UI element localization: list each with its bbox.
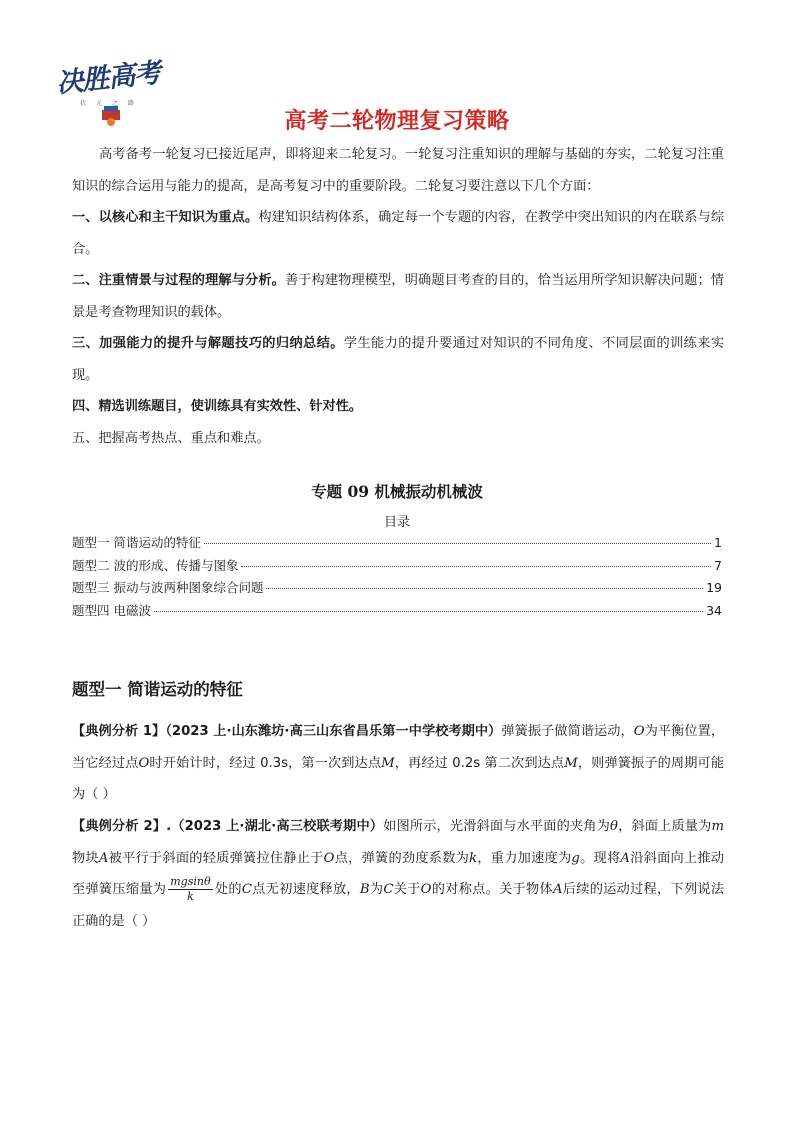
example-2-text: 如图所示，光滑斜面与水平面的夹角为 (383, 819, 610, 834)
example-2-text: 物块 (72, 850, 99, 866)
toc-item-2[interactable] (72, 556, 722, 579)
example-2-tag: 【典例分析 2】. (72, 819, 172, 834)
toc-heading: 目录 (383, 515, 410, 530)
symbol-g: g (571, 850, 580, 866)
symbol-O: O (633, 724, 645, 739)
example-2-text: 的对称点。关于物体 (431, 882, 553, 897)
example-2 (72, 811, 724, 937)
point-2 (72, 265, 724, 328)
example-1-text: ，则弹簧振子的周期可能为（ ） (72, 755, 725, 802)
page-title: 高考二轮物理复习策略 (284, 109, 510, 134)
toc-leader-dots (266, 588, 703, 589)
example-2-text: 为 (369, 882, 384, 897)
toc-item-1[interactable] (72, 533, 722, 556)
symbol-k: k (469, 850, 478, 866)
logo-sub-text: 状元之路 (79, 100, 144, 107)
example-1-text: 时开始计时，经过 0.3s，第一次到达点 (149, 755, 382, 771)
toc-item-label[interactable]: 题型二 波的形成、传播与图象 (72, 557, 239, 573)
toc-item-label[interactable]: 题型一 简谐运动的特征 (72, 535, 201, 550)
example-1-text: 为平衡位置，当它经过点 (72, 724, 725, 771)
example-2-text: 关于 (393, 882, 421, 897)
symbol-theta: θ (609, 819, 618, 834)
toc-item-4[interactable] (72, 601, 722, 624)
symbol-m: m (711, 819, 724, 834)
toc-item-page[interactable]: 19 (706, 580, 722, 595)
fraction-denominator: k (187, 889, 194, 903)
symbol-M: M (381, 755, 395, 771)
point-4 (72, 391, 724, 423)
point-3-text: 学生能力的提升要通过对知识的不同角度、不同层面的训练来实现。 (72, 336, 725, 383)
symbol-M: M (564, 755, 578, 771)
symbol-A: A (98, 850, 109, 866)
symbol-O: O (138, 755, 150, 771)
point-1-bold: 一、以核心和主干知识为重点。 (72, 210, 259, 225)
example-1-tag: 【典例分析 1】 (72, 724, 166, 739)
example-1-text: ，再经过 0.2s 第二次到达点 (394, 755, 565, 771)
example-2-text: 处的 (214, 882, 242, 897)
example-2-text: ，重力加速度为 (477, 850, 572, 866)
point-3-bold: 三、加强能力的提升与解题技巧的归纳总结。 (72, 336, 344, 351)
symbol-A: A (552, 882, 563, 897)
symbol-C: C (241, 882, 252, 897)
toc-item-label[interactable]: 题型四 电磁波 (72, 602, 151, 618)
toc-item-page[interactable]: 34 (706, 602, 722, 618)
fraction-numerator: mgsinθ (170, 874, 211, 888)
point-3 (72, 328, 724, 391)
toc-leader-dots (204, 543, 711, 544)
point-1-text: 构建知识结构体系，确定每一个专题的内容，在教学中突出知识的内在联系与综合。 (72, 210, 725, 257)
symbol-O: O (420, 882, 432, 897)
toc-item-3[interactable] (72, 578, 722, 601)
table-of-contents (72, 533, 722, 623)
toc-item-page[interactable]: 1 (714, 535, 722, 550)
example-2-source: （2023 上·湖北·高三校联考期中） (171, 819, 384, 834)
topic-title: 专题 09 机械振动机械波 (311, 482, 483, 501)
toc-leader-dots (241, 566, 711, 567)
point-5-text: 五、把握高考热点、重点和难点。 (72, 431, 270, 446)
example-2-text: 被平行于斜面的轻质弹簧拉住静止于 (108, 850, 324, 866)
fraction (168, 875, 212, 904)
example-2-text: 。现将 (579, 850, 621, 866)
point-5 (72, 423, 724, 455)
intro-paragraph: 高考备考一轮复习已接近尾声，即将迎来二轮复习。一轮复习注重知识的理解与基础的夯实，二轮复习注重知识的综合运用与能力的提高，是高考复习中的重要阶段。二轮复习要注意以下几个方面： (72, 147, 724, 194)
example-2-text: 点，弹簧的劲度系数为 (334, 850, 470, 866)
example-2-text: 沿斜面向上推动至弹簧压缩量为 (72, 850, 725, 897)
example-1-text: 弹簧振子做简谐运动， (501, 724, 634, 739)
example-1 (72, 716, 724, 811)
point-1 (72, 202, 724, 265)
toc-leader-dots (154, 611, 703, 612)
toc-item-label[interactable]: 题型三 振动与波两种图象综合问题 (72, 580, 264, 595)
example-2-text: ，斜面上质量为 (617, 819, 712, 834)
symbol-O: O (323, 850, 335, 866)
symbol-B: B (359, 882, 370, 897)
point-2-bold: 二、注重情景与过程的理解与分析。 (72, 273, 285, 288)
example-1-source: （2023 上·山东潍坊·高三山东省昌乐第一中学校考期中） (165, 724, 502, 739)
logo-text: 决胜高考 (54, 57, 162, 100)
symbol-A: A (620, 850, 630, 866)
point-2-text: 善于构建物理模型，明确题目考查的目的，恰当运用所学知识解决问题；情景是考查物理知识的载体。 (72, 273, 724, 320)
example-2-text: 点无初速度释放， (251, 882, 360, 897)
toc-item-page[interactable]: 7 (714, 557, 722, 573)
example-2-text: 后续的运动过程，下列说法正确的是（ ） (72, 882, 725, 929)
section-heading: 题型一 简谐运动的特征 (72, 680, 243, 699)
symbol-C: C (383, 882, 394, 897)
point-4-bold: 四、精选训练题目，使训练具有实效性、针对性。 (72, 399, 363, 414)
